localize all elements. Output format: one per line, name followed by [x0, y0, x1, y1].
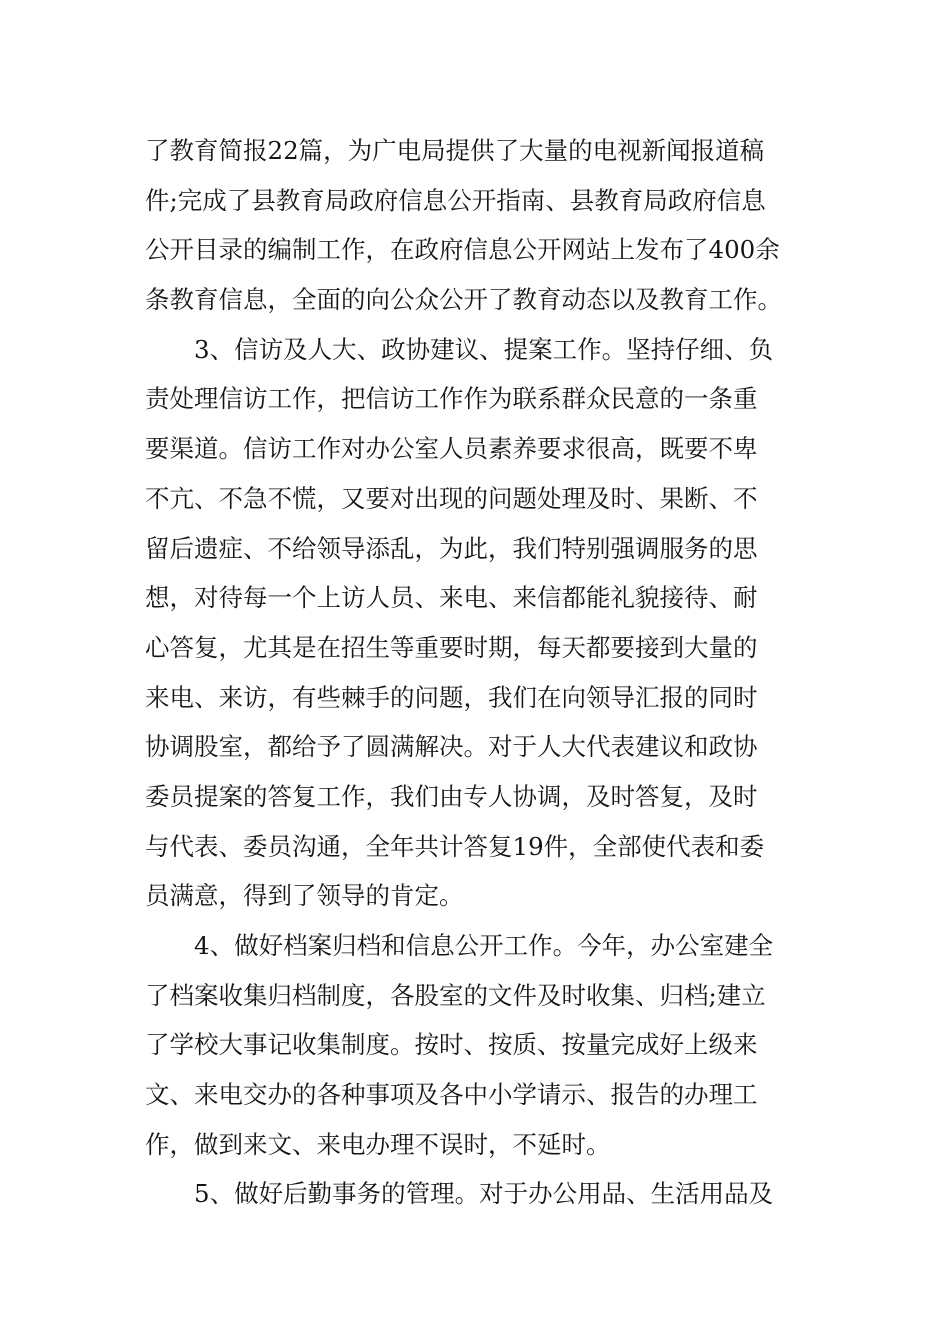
text-line: 与代表、委员沟通，全年共计答复19件，全部使代表和委 [145, 831, 765, 861]
text-line: 件;完成了县教育局政府信息公开指南、县教育局政府信息 [145, 185, 766, 215]
text-line: 员满意，得到了领导的肯定。 [145, 881, 464, 911]
text-line: 心答复，尤其是在招生等重要时期，每天都要接到大量的 [145, 632, 758, 662]
text-line: 了档案收集归档制度，各股室的文件及时收集、归档;建立 [145, 980, 766, 1010]
text-line: 条教育信息，全面的向公众公开了教育动态以及教育工作。 [145, 285, 782, 315]
text-line: 不亢、不急不慌，又要对出现的问题处理及时、果断、不 [145, 483, 758, 513]
paragraph-start-line: 5、做好后勤事务的管理。对于办公用品、生活用品及 [194, 1179, 774, 1209]
text-line: 留后遗症、不给领导添乱，为此，我们特别强调服务的思 [145, 533, 758, 563]
text-line: 了学校大事记收集制度。按时、按质、按量完成好上级来 [145, 1030, 758, 1060]
text-line: 责处理信访工作，把信访工作作为联系群众民意的一条重 [145, 384, 758, 414]
document-body [145, 126, 810, 1219]
paragraph-start-line: 3、信访及人大、政协建议、提案工作。坚持仔细、负 [194, 334, 774, 364]
text-line: 协调股室，都给予了圆满解决。对于人大代表建议和政协 [145, 732, 758, 762]
text-line: 委员提案的答复工作，我们由专人协调，及时答复，及时 [145, 781, 758, 811]
text-line: 了教育简报22篇，为广电局提供了大量的电视新闻报道稿 [145, 136, 765, 165]
paragraph-start-line: 4、做好档案归档和信息公开工作。今年，办公室建全 [194, 931, 774, 960]
text-line: 作，做到来文、来电办理不误时，不延时。 [145, 1129, 611, 1159]
text-line: 文、来电交办的各种事项及各中小学请示、报告的办理工 [145, 1080, 758, 1110]
text-line: 想，对待每一个上访人员、来电、来信都能礼貌接待、耐 [145, 583, 758, 613]
text-line: 公开目录的编制工作，在政府信息公开网站上发布了400余 [145, 235, 780, 265]
text-line: 来电、来访，有些棘手的问题，我们在向领导汇报的同时 [145, 682, 758, 712]
text-line: 要渠道。信访工作对办公室人员素养要求很高，既要不卑 [145, 434, 758, 464]
